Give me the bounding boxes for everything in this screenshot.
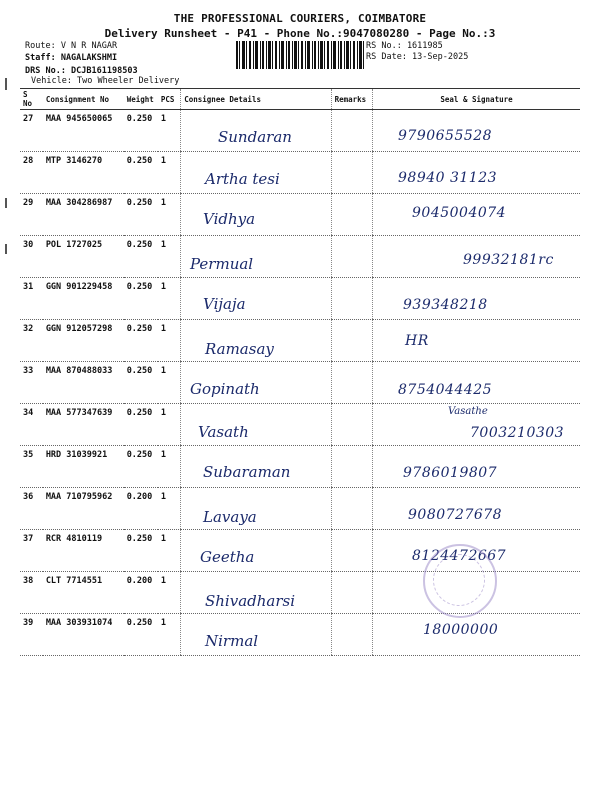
row-weight: 0.250 (124, 110, 158, 152)
barcode-icon (236, 41, 364, 69)
runsheet-title: THE PROFESSIONAL COURIERS, COIMBATORE (173, 12, 427, 25)
row-seal (373, 320, 580, 362)
handwritten-consignee-name: Subaraman (203, 463, 291, 481)
row-remarks (331, 530, 372, 572)
row-pcs: 1 (158, 110, 181, 152)
handwritten-signature-phone: 9786019807 (403, 465, 498, 481)
row-weight: 0.250 (124, 404, 158, 446)
row-weight: 0.200 (124, 572, 158, 614)
row-weight: 0.250 (124, 362, 158, 404)
handwritten-consignee-name: Permual (190, 255, 254, 273)
row-sno: 35 (20, 446, 43, 488)
row-pcs: 1 (158, 152, 181, 194)
row-weight: 0.200 (124, 488, 158, 530)
handwritten-note: Vasathe (448, 406, 488, 417)
row-pcs: 1 (158, 488, 181, 530)
col-consignee: Consignee Details (181, 89, 331, 110)
col-sno: S No (20, 89, 43, 110)
vehicle-label: Vehicle: Two Wheeler Delivery (31, 76, 180, 86)
col-pcs: PCS (158, 89, 181, 110)
col-consignment: Consignment No (43, 89, 124, 110)
handwritten-consignee-name: Ramasay (205, 340, 274, 358)
handwritten-consignee-name: Shivadharsi (205, 592, 296, 610)
col-remarks: Remarks (331, 89, 372, 110)
handwritten-consignee-name: Artha tesi (205, 170, 280, 188)
courier-stamp (423, 544, 497, 618)
row-remarks (331, 404, 372, 446)
row-sno: 31 (20, 278, 43, 320)
row-consignment: MAA 945650065 (43, 110, 124, 152)
row-sno: 32 (20, 320, 43, 362)
row-weight: 0.250 (124, 194, 158, 236)
row-weight: 0.250 (124, 152, 158, 194)
margin-mark (5, 198, 7, 208)
row-pcs: 1 (158, 320, 181, 362)
row-pcs: 1 (158, 362, 181, 404)
col-seal: Seal & Signature (373, 89, 580, 110)
table-row (20, 320, 580, 362)
row-remarks (331, 446, 372, 488)
row-weight: 0.250 (124, 320, 158, 362)
row-weight: 0.250 (124, 530, 158, 572)
row-consignment: GGN 901229458 (43, 278, 124, 320)
handwritten-consignee-name: Geetha (200, 548, 255, 566)
row-sno: 29 (20, 194, 43, 236)
handwritten-consignee-name: Vasath (198, 423, 249, 441)
rs-number: RS No.: 1611985 (366, 41, 443, 51)
handwritten-signature-phone: 98940 31123 (398, 170, 498, 186)
handwritten-consignee-name: Nirmal (205, 632, 259, 650)
row-remarks (331, 278, 372, 320)
table-row (20, 110, 580, 152)
row-remarks (331, 320, 372, 362)
row-consignment: MTP 3146270 (43, 152, 124, 194)
row-remarks (331, 488, 372, 530)
handwritten-signature-phone: 18000000 (423, 622, 499, 638)
handwritten-signature-phone: 9045004074 (412, 205, 507, 221)
row-pcs: 1 (158, 236, 181, 278)
row-sno: 27 (20, 110, 43, 152)
row-pcs: 1 (158, 446, 181, 488)
row-consignment: MAA 577347639 (43, 404, 124, 446)
table-row (20, 278, 580, 320)
handwritten-signature-phone: 939348218 (403, 297, 488, 313)
margin-mark (5, 78, 7, 90)
handwritten-signature-phone: 8124472667 (412, 548, 507, 564)
row-consignment: RCR 4810119 (43, 530, 124, 572)
handwritten-signature-phone: 9080727678 (408, 507, 503, 523)
handwritten-consignee-name: Vidhya (203, 210, 256, 228)
row-pcs: 1 (158, 614, 181, 656)
handwritten-consignee-name: Lavaya (203, 508, 257, 526)
handwritten-consignee-name: Sundaran (218, 128, 292, 146)
row-remarks (331, 236, 372, 278)
margin-mark (5, 244, 7, 254)
rs-date: RS Date: 13-Sep-2025 (366, 52, 469, 62)
row-pcs: 1 (158, 404, 181, 446)
handwritten-consignee-name: Vijaja (203, 295, 246, 313)
row-consignment: GGN 912057298 (43, 320, 124, 362)
row-pcs: 1 (158, 572, 181, 614)
row-sno: 33 (20, 362, 43, 404)
row-consignment: MAA 710795962 (43, 488, 124, 530)
handwritten-consignee-name: Gopinath (190, 380, 260, 398)
row-consignment: CLT 7714551 (43, 572, 124, 614)
row-weight: 0.250 (124, 614, 158, 656)
row-remarks (331, 110, 372, 152)
handwritten-signature-phone: 9790655528 (398, 128, 493, 144)
row-sno: 28 (20, 152, 43, 194)
handwritten-signature-phone: HR (405, 333, 429, 349)
row-sno: 30 (20, 236, 43, 278)
row-consignment: HRD 31039921 (43, 446, 124, 488)
row-remarks (331, 152, 372, 194)
row-pcs: 1 (158, 194, 181, 236)
row-remarks (331, 362, 372, 404)
runsheet-subtitle: Delivery Runsheet - P41 - Phone No.:9047080280 - Page No.:3 (104, 27, 496, 40)
row-sno: 39 (20, 614, 43, 656)
row-pcs: 1 (158, 278, 181, 320)
col-weight: Weight (124, 89, 158, 110)
row-consignment: POL 1727025 (43, 236, 124, 278)
row-consignment: MAA 303931074 (43, 614, 124, 656)
row-sno: 34 (20, 404, 43, 446)
row-remarks (331, 614, 372, 656)
row-sno: 37 (20, 530, 43, 572)
row-consignment: MAA 304286987 (43, 194, 124, 236)
row-remarks (331, 194, 372, 236)
row-remarks (331, 572, 372, 614)
table-row (20, 362, 580, 404)
row-weight: 0.250 (124, 446, 158, 488)
staff-label: Staff: NAGALAKSHMI (25, 53, 118, 63)
handwritten-signature-phone: 99932181rc (463, 252, 554, 268)
row-sno: 36 (20, 488, 43, 530)
handwritten-signature-phone: 7003210303 (470, 425, 565, 441)
handwritten-signature-phone: 8754044425 (398, 382, 493, 398)
row-weight: 0.250 (124, 236, 158, 278)
row-consignment: MAA 870488033 (43, 362, 124, 404)
row-weight: 0.250 (124, 278, 158, 320)
row-pcs: 1 (158, 530, 181, 572)
row-sno: 38 (20, 572, 43, 614)
drs-number: DRS No.: DCJB16119850​3 (25, 66, 138, 76)
route-label: Route: V N R NAGAR (25, 41, 118, 51)
table-header-row (20, 89, 580, 110)
